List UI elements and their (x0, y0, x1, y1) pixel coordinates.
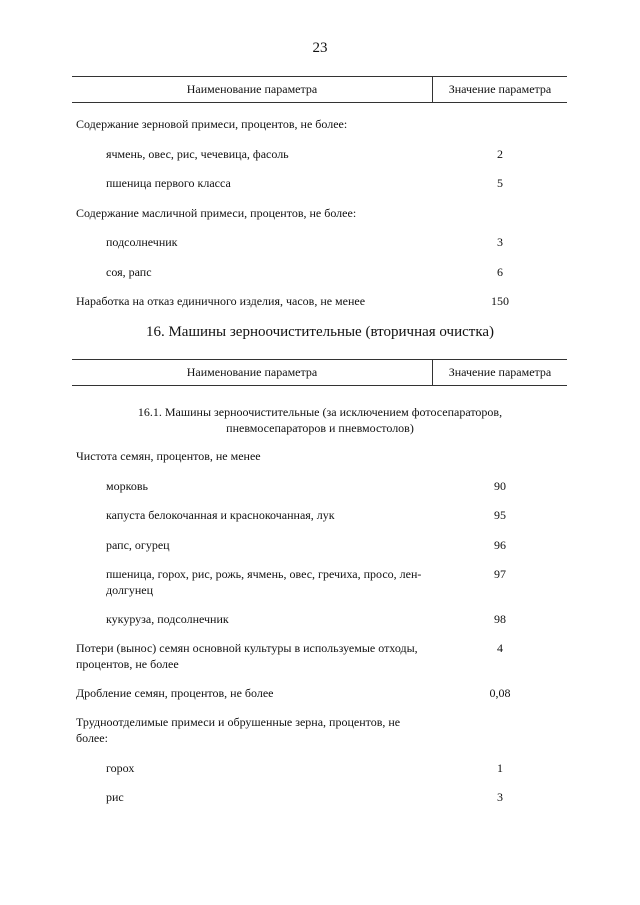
column-header-name: Наименование параметра (186, 365, 318, 379)
parameter-value: 5 (497, 176, 503, 190)
parameter-name: пшеница, горох, рис, рожь, ячмень, овес, гречиха, просо, лен-долгунец (106, 567, 422, 597)
parameter-name: Дробление семян, процентов, не более (76, 686, 274, 700)
parameter-value: 150 (491, 294, 509, 308)
parameter-value: 3 (497, 235, 503, 249)
parameter-value: 96 (494, 538, 506, 552)
parameter-value: 97 (494, 567, 506, 581)
parameter-name: соя, рапс (106, 265, 152, 279)
table-header-2 (72, 359, 567, 386)
parameter-name: морковь (106, 479, 148, 493)
parameter-name: пшеница первого класса (106, 176, 231, 190)
subsection-title: 16.1. Машины зерноочистительные (за исключением фотосепараторов, пневмосепараторов и пневмостолов) (137, 405, 503, 435)
parameter-value: 4 (497, 641, 503, 655)
parameter-name: капуста белокочанная и краснокочанная, лук (106, 508, 335, 522)
column-header-value: Значение параметра (448, 365, 552, 379)
parameter-value: 1 (497, 761, 503, 775)
parameter-name: кукуруза, подсолнечник (106, 612, 229, 626)
table-header-1 (72, 76, 567, 103)
parameter-value: 3 (497, 790, 503, 804)
column-header-name: Наименование параметра (186, 82, 318, 96)
section-title: 16. Машины зерноочистительные (вторичная очистка) (145, 324, 495, 340)
parameter-value: 0,08 (489, 686, 511, 700)
parameter-name: Содержание масличной примеси, процентов, не более: (76, 206, 357, 220)
parameter-name: ячмень, овес, рис, чечевица, фасоль (106, 147, 289, 161)
parameter-name: Содержание зерновой примеси, процентов, не более: (76, 117, 348, 131)
parameter-value: 90 (494, 479, 506, 493)
parameter-name: рапс, огурец (106, 538, 170, 552)
parameter-value: 2 (497, 147, 503, 161)
parameter-name: Потери (вынос) семян основной культуры в используемые отходы, процентов, не более (76, 641, 418, 671)
parameter-name: подсолнечник (106, 235, 178, 249)
parameter-name: рис (106, 790, 124, 804)
parameter-name: Наработка на отказ единичного изделия, часов, не менее (76, 294, 366, 308)
parameter-value: 95 (494, 508, 506, 522)
column-header-value: Значение параметра (448, 82, 552, 96)
parameter-name: Трудноотделимые примеси и обрушенные зерна, процентов, не более: (76, 715, 401, 745)
parameter-value: 98 (494, 612, 506, 626)
parameter-name: Чистота семян, процентов, не менее (76, 449, 261, 463)
page-number: 23 (312, 40, 328, 56)
parameter-name: горох (106, 761, 135, 775)
parameter-value: 6 (497, 265, 503, 279)
